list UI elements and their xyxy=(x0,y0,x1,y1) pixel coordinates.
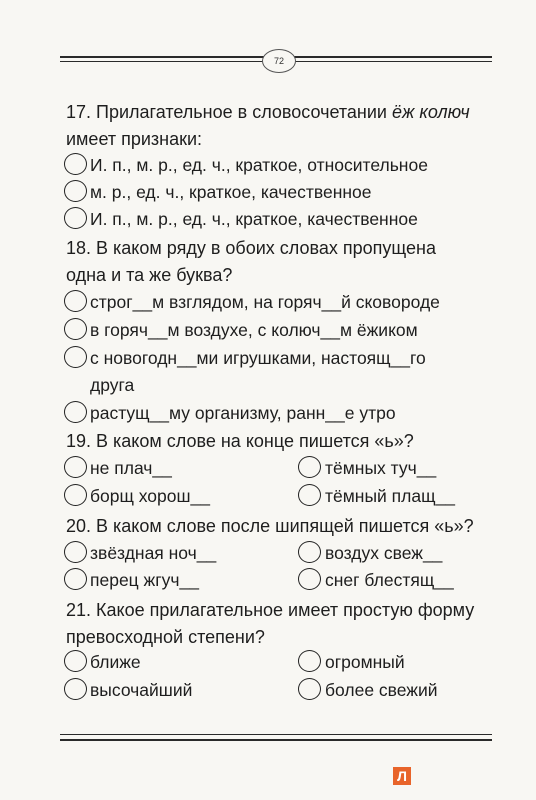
answer-option: растущ__му организму, ранн__е утро xyxy=(90,403,396,423)
answer-radio[interactable] xyxy=(64,153,87,175)
question-17-text: 17. Прилагательное в словосочетании xyxy=(66,102,392,122)
answer-radio[interactable] xyxy=(64,484,87,506)
answer-radio[interactable] xyxy=(298,650,321,672)
question-17-text-line2: имеет признаки: xyxy=(66,129,203,149)
answer-radio[interactable] xyxy=(298,456,321,478)
answer-option-continuation: друга xyxy=(90,375,135,395)
answer-radio[interactable] xyxy=(64,650,87,672)
question-19 xyxy=(66,428,414,455)
answer-radio[interactable] xyxy=(64,346,87,368)
answer-radio[interactable] xyxy=(64,401,87,423)
answer-option: строг__м взглядом, на горяч__й сковороде xyxy=(90,292,440,312)
answer-option: И. п., м. р., ед. ч., краткое, качественное xyxy=(90,209,418,229)
answer-radio[interactable] xyxy=(298,541,321,563)
question-20 xyxy=(66,513,474,540)
answer-radio[interactable] xyxy=(298,678,321,700)
answer-option: воздух свеж__ xyxy=(325,543,443,563)
question-21-text-line2: превосходной степени? xyxy=(66,627,265,647)
question-21 xyxy=(66,597,474,651)
page-number: 72 xyxy=(262,49,296,73)
question-18-text-line2: одна и та же буква? xyxy=(66,265,233,285)
answer-option: высочайший xyxy=(90,680,193,700)
question-18-text: 18. В каком ряду в обоих словах пропущена xyxy=(66,238,436,258)
publisher-logo: Л xyxy=(393,767,411,785)
answer-radio[interactable] xyxy=(64,180,87,202)
answer-radio[interactable] xyxy=(64,568,87,590)
question-17 xyxy=(66,99,470,153)
answer-option: не плач__ xyxy=(90,458,172,478)
answer-option: м. р., ед. ч., краткое, качественное xyxy=(90,182,372,202)
answer-option: снег блестящ__ xyxy=(325,570,454,590)
answer-option: звёздная ноч__ xyxy=(90,543,217,563)
answer-option: тёмных туч__ xyxy=(325,458,437,478)
answer-radio[interactable] xyxy=(64,456,87,478)
answer-radio[interactable] xyxy=(298,484,321,506)
answer-option: более свежий xyxy=(325,680,438,700)
footer-rule-top xyxy=(60,734,492,735)
footer-rule-bottom xyxy=(60,739,492,741)
answer-radio[interactable] xyxy=(64,318,87,340)
answer-radio[interactable] xyxy=(64,541,87,563)
answer-option: тёмный плащ__ xyxy=(325,486,455,506)
question-17-phrase: ёж колюч xyxy=(392,102,470,122)
question-18 xyxy=(66,235,436,289)
answer-option: с новогодн__ми игрушками, настоящ__го xyxy=(90,348,426,368)
answer-option: в горяч__м воздухе, с колюч__м ёжиком xyxy=(90,320,418,340)
answer-option: И. п., м. р., ед. ч., краткое, относительное xyxy=(90,155,428,175)
answer-option: ближе xyxy=(90,652,141,672)
question-21-text: 21. Какое прилагательное имеет простую форму xyxy=(66,600,475,620)
question-20-text: 20. В каком слове после шипящей пишется «ь»? xyxy=(66,516,474,536)
answer-radio[interactable] xyxy=(64,678,87,700)
answer-option: огромный xyxy=(325,652,405,672)
question-19-text: 19. В каком слове на конце пишется «ь»? xyxy=(66,431,414,451)
answer-option: борщ хорош__ xyxy=(90,486,211,506)
answer-option: перец жгуч__ xyxy=(90,570,199,590)
answer-radio[interactable] xyxy=(64,207,87,229)
answer-radio[interactable] xyxy=(64,290,87,312)
answer-radio[interactable] xyxy=(298,568,321,590)
